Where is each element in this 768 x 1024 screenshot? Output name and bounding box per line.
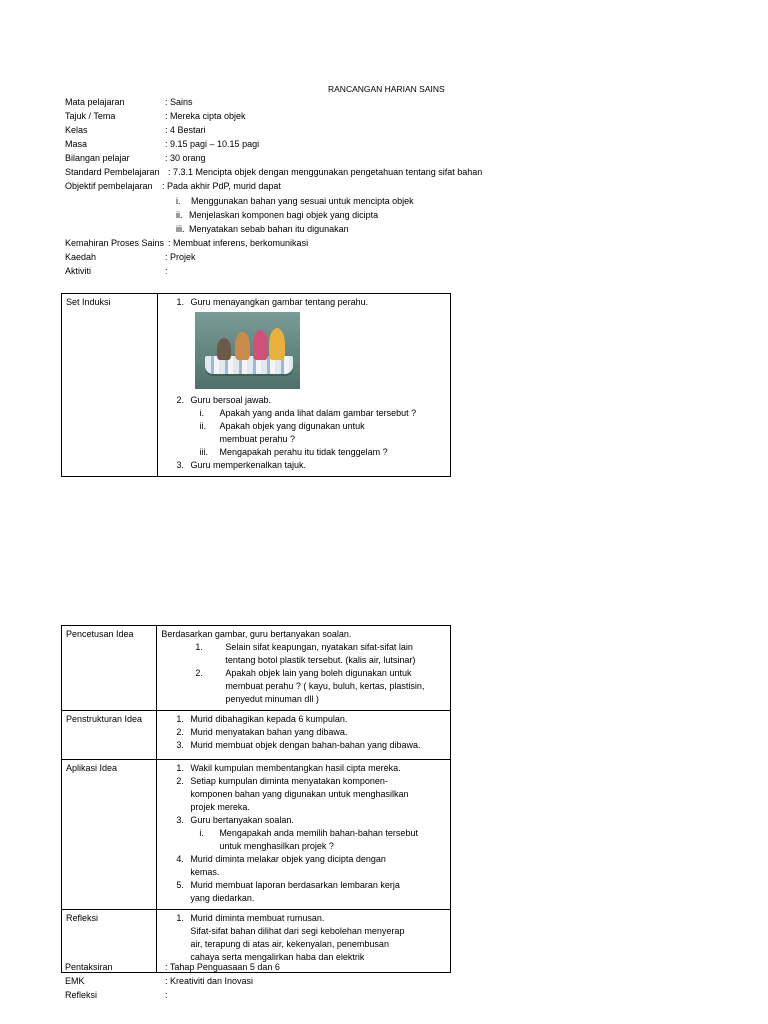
question-number: iii. [199,447,208,457]
info-label: Masa [65,139,88,149]
objective-number: iii. [176,224,185,234]
info-value: : Projek [165,252,196,262]
footer-label: Refleksi [65,990,98,1000]
item-text: Murid membuat laporan berdasarkan lembaran kerja yang diedarkan. [190,880,400,903]
table-row [62,626,451,711]
list-item [161,879,411,905]
penstrukturan-label: Penstrukturan Idea [62,711,157,760]
objective-number: i. [176,196,181,206]
item-number: 1. [176,763,184,773]
list-item [161,641,431,667]
info-value: : 7.3.1 Mencipta objek dengan menggunakan pengetahuan tentang sifat bahan [168,167,483,177]
footer-value: : Tahap Penguasaan 5 dan 6 [165,962,280,972]
list-item [161,775,411,814]
info-label: Kelas [65,125,88,135]
info-label: Aktiviti [65,266,92,276]
person-figure [253,330,268,360]
item-number: 1. [176,913,184,923]
question-number: i. [199,828,204,838]
footer-label: Pentaksiran [65,962,113,972]
question-text: Mengapakah anda memilih bahan-bahan tersebut untuk menghasilkan projek ? [219,828,418,851]
boat-photo [195,312,300,389]
set-induksi-content [157,294,451,477]
lesson-stages-table [61,625,451,973]
info-value: : Mereka cipta objek [165,111,246,121]
set-induksi-label: Set Induksi [62,294,158,477]
question-number: i. [199,408,204,418]
info-label: Bilangan pelajar [65,153,130,163]
footer-label: EMK [65,976,85,986]
page-title: RANCANGAN HARIAN SAINS [328,84,445,94]
list-item [161,814,411,827]
aplikasi-label: Aplikasi Idea [62,760,157,910]
item-number: 4. [176,854,184,864]
pencetusan-content [157,626,451,711]
table-row [62,711,451,760]
info-label: Kemahiran Proses Sains [65,238,165,248]
info-value: : 9.15 pagi – 10.15 pagi [165,139,260,149]
list-item [161,912,411,964]
list-item [161,853,411,879]
info-value: : Sains [165,97,193,107]
item-number: 1. [195,642,203,652]
info-value: : [165,266,168,276]
list-item [161,762,411,775]
objective-text: Menyatakan sebab bahan itu digunakan [189,224,349,234]
question-item [162,407,447,420]
info-value: : 4 Bestari [165,125,206,135]
list-item [161,667,431,706]
info-value: : Pada akhir PdP, murid dapat [162,181,281,191]
item-text: Murid diminta melakar objek yang dicipta dengan kemas. [190,854,386,877]
item-text: Apakah objek lain yang boleh digunakan untuk membuat perahu ? ( kayu, buluh, kertas, plastisin, penyedut minuman dll ) [225,668,425,704]
question-item [162,420,385,446]
set-induksi-table [61,293,451,477]
item-number: 2. [176,727,184,737]
item-number: 1. [176,714,184,724]
penstrukturan-content [157,711,451,760]
question-text: Mengapakah perahu itu tidak tenggelam ? [219,447,388,457]
list-item: 3. Guru memperkenalkan tajuk. [176,460,307,470]
list-item [161,726,446,739]
info-value: : Membuat inferens, berkomunikasi [168,238,309,248]
footer-value: : Kreativiti dan Inovasi [165,976,254,986]
item-text: Wakil kumpulan membentangkan hasil cipta mereka. [190,763,401,773]
step-text: Guru bersoal jawab. [190,395,272,405]
list-item: 2. Guru bersoal jawab. [176,395,272,405]
item-text: Murid dibahagikan kepada 6 kumpulan. [190,714,348,724]
person-figure [217,338,231,360]
item-text: Murid diminta membuat rumusan. [190,913,325,923]
item-text: Guru bertanyakan soalan. [190,815,294,825]
footer-value: : [165,990,168,1000]
refleksi-label: Refleksi [62,910,157,973]
question-text: Apakah yang anda lihat dalam gambar tersebut ? [219,408,417,418]
info-label: Standard Pembelajaran [65,167,160,177]
person-figure [269,328,285,360]
list-item [161,739,446,752]
person-figure [235,332,250,360]
step-text: Guru menayangkan gambar tentang perahu. [190,297,369,307]
info-label: Mata pelajaran [65,97,125,107]
info-value: : 30 orang [165,153,206,163]
item-number: 5. [176,880,184,890]
question-item [162,446,447,459]
objective-text: Menjelaskan komponen bagi objek yang dicipta [189,210,379,220]
question-text: Apakah objek yang digunakan untuk membuat perahu ? [219,421,365,444]
item-number: 2. [176,776,184,786]
list-item [161,713,446,726]
list-item: 1. Guru menayangkan gambar tentang perahu. [176,297,369,307]
item-text: Setiap kumpulan diminta menyatakan komponen-komponen bahan yang digunakan untuk menghasilkan projek mereka. [190,776,409,812]
item-text: Selain sifat keapungan, nyatakan sifat-sifat lain tentang botol plastik tersebut. (kalis air, lutsinar) [225,642,416,665]
info-label: Tajuk / Tema [65,111,116,121]
objective-text: Menggunakan bahan yang sesuai untuk mencipta objek [191,196,414,206]
refleksi-detail: Sifat-sifat bahan dilihat dari segi kebolehan menyerap air, terapung di atas air, kekenyalan, penembusan cahaya serta mengalirkan haba dan elektrik [190,926,405,962]
table-row [62,760,451,910]
item-number: 2. [195,668,203,678]
aplikasi-content [157,760,451,910]
question-item [161,827,421,853]
pencetusan-label: Pencetusan Idea [62,626,157,711]
item-number: 3. [176,815,184,825]
info-label: Kaedah [65,252,97,262]
objective-number: ii. [176,210,183,220]
question-number: ii. [199,421,206,431]
item-text: Murid membuat objek dengan bahan-bahan yang dibawa. [190,740,421,750]
step-text: Guru memperkenalkan tajuk. [190,460,307,470]
item-text: Murid menyatakan bahan yang dibawa. [190,727,348,737]
item-number: 3. [176,740,184,750]
info-label: Objektif pembelajaran [65,181,153,191]
intro-text: Berdasarkan gambar, guru bertanyakan soalan. [161,629,352,639]
